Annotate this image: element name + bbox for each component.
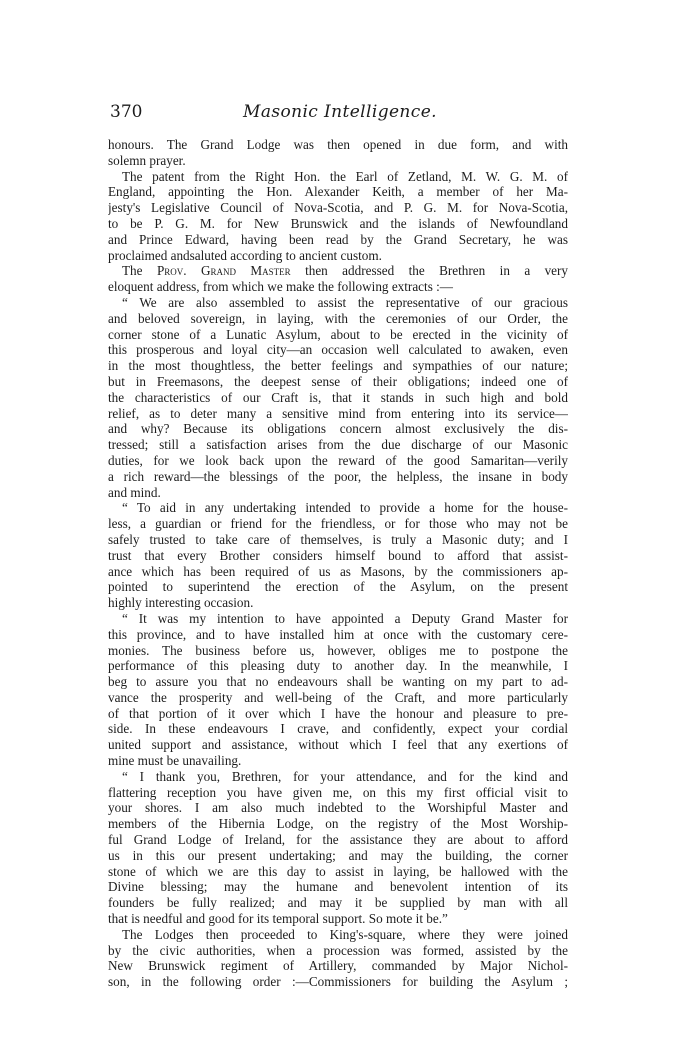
text-line: “ I thank you, Brethren, for your attendance, and for the kind and — [122, 768, 568, 784]
text-line: side. In these endeavours I crave, and confidently, expect your cordial — [108, 721, 568, 737]
text-line: united support and assistance, without which I feel that any exertions of — [108, 737, 568, 753]
text-line: eloquent address, from which we make the following extracts :— — [108, 279, 453, 295]
text-line: less, a guardian or friend for the friendless, or for those who may not be — [108, 516, 568, 532]
text-line: and mind. — [108, 484, 161, 500]
text-line: of that portion of it over which I have the honour and pleasure to pre- — [108, 705, 568, 721]
text-line: monies. The business before us, however, obliges me to postpone the — [108, 642, 568, 658]
text-line: “ To aid in any undertaking intended to provide a home for the house- — [122, 500, 568, 516]
text-line: that is needful and good for its temporal support. So mote it be.” — [108, 911, 448, 927]
text-line: a rich reward—the blessings of the poor, the helpless, the insane in body — [108, 468, 568, 484]
text-line: vance the prosperity and well-being of the Craft, and more particularly — [108, 689, 568, 705]
text-line: proclaimed andsaluted according to ancient custom. — [108, 247, 382, 263]
text-line: pointed to superintend the erection of the Asylum, on the present — [108, 579, 568, 595]
page-number: 370 — [110, 102, 143, 122]
text-line: “ It was my intention to have appointed a Deputy Grand Master for — [122, 610, 568, 626]
text-line: The Lodges then proceeded to King's-square, where they were joined — [122, 926, 568, 942]
text-line: members of the Hibernia Lodge, on the registry of the Most Worship- — [108, 816, 568, 832]
text-line: flattering reception you have given me, on this my first official visit to — [108, 784, 568, 800]
text-line: England, appointing the Hon. Alexander Keith, a member of her Ma- — [108, 184, 568, 200]
text-line: “ We are also assembled to assist the representative of our gracious — [122, 294, 568, 310]
text-line: and Prince Edward, having been read by the Grand Secretary, he was — [108, 231, 568, 247]
text-line: The patent from the Right Hon. the Earl of Zetland, M. W. G. M. of — [122, 168, 568, 184]
text-line: solemn prayer. — [108, 152, 186, 168]
text-line: but in Freemasons, the deepest sense of their obligations; indeed one of — [108, 373, 568, 389]
text-line: honours. The Grand Lodge was then opened in due form, and with — [108, 137, 568, 152]
text-line — [108, 263, 568, 279]
text-line: safely trusted to take care of themselves, is truly a Masonic duty; and I — [108, 531, 568, 547]
text-line: performance of this pleasing duty to another day. In the meanwhile, I — [108, 658, 568, 674]
text-line: stone of which we are this day to assist in laying, be hallowed with the — [108, 863, 568, 879]
text-line: to be P. G. M. for New Brunswick and the islands of Newfoundland — [108, 215, 568, 231]
text-line: ful Grand Lodge of Ireland, for the assistance they are about to afford — [108, 832, 568, 848]
text-line: corner stone of a Lunatic Asylum, about to be erected in the vicinity of — [108, 326, 568, 342]
text-line: trust that every Brother considers himself bound to afford that assist- — [108, 547, 568, 563]
text-line: jesty's Legislative Council of Nova-Scotia, and P. G. M. for Nova-Scotia, — [108, 200, 568, 216]
text-line: your shores. I am also much indebted to the Worshipful Master and — [108, 800, 568, 816]
lead-rest: then addressed the Brethren in a very — [290, 263, 568, 279]
smallcaps-title: Prov. Grand Master — [156, 263, 291, 279]
text-line: tressed; still a satisfaction arises from the due discharge of our Masonic — [108, 437, 568, 453]
page-header — [110, 102, 570, 128]
text-line: by the civic authorities, when a procession was formed, assisted by the — [108, 942, 568, 958]
lead-word: The — [122, 263, 143, 279]
text-line: New Brunswick regiment of Artillery, commanded by Major Nichol- — [108, 958, 568, 974]
body-text — [108, 137, 568, 990]
text-line: us in this our present undertaking; and may the building, the corner — [108, 847, 568, 863]
text-line: mine must be unavailing. — [108, 753, 242, 769]
text-line: founders be fully realized; and may it be supplied by man with all — [108, 895, 568, 911]
text-line: this prosperous and loyal city—an occasion well calculated to awaken, even — [108, 342, 568, 358]
text-line: relief, as to deter many a sensitive mind from entering into its service— — [108, 405, 568, 421]
text-line: in the most thoughtless, the better feelings and sympathies of our nature; — [108, 358, 568, 374]
text-line: son, in the following order :—Commissioners for building the Asylum ; — [108, 974, 568, 990]
text-line: duties, for we look back upon the reward of the good Samaritan—verily — [108, 452, 568, 468]
text-line: and why? Because its obligations concern almost exclusively the dis- — [108, 421, 568, 437]
running-title: Masonic Intelligence. — [243, 102, 437, 122]
text-line: beg to assure you that no endeavours shall be wanting on my part to ad- — [108, 674, 568, 690]
text-line: and beloved sovereign, in laying, with the ceremonies of our Order, the — [108, 310, 568, 326]
text-line: highly interesting occasion. — [108, 595, 254, 611]
text-line: the characteristics of our Craft is, that it stands in such high and bold — [108, 389, 568, 405]
text-line: this province, and to have installed him at once with the customary cere- — [108, 626, 568, 642]
text-line: Divine blessing; may the humane and benevolent intention of its — [108, 879, 568, 895]
text-line: ance which has been required of us as Masons, by the commissioners ap- — [108, 563, 568, 579]
